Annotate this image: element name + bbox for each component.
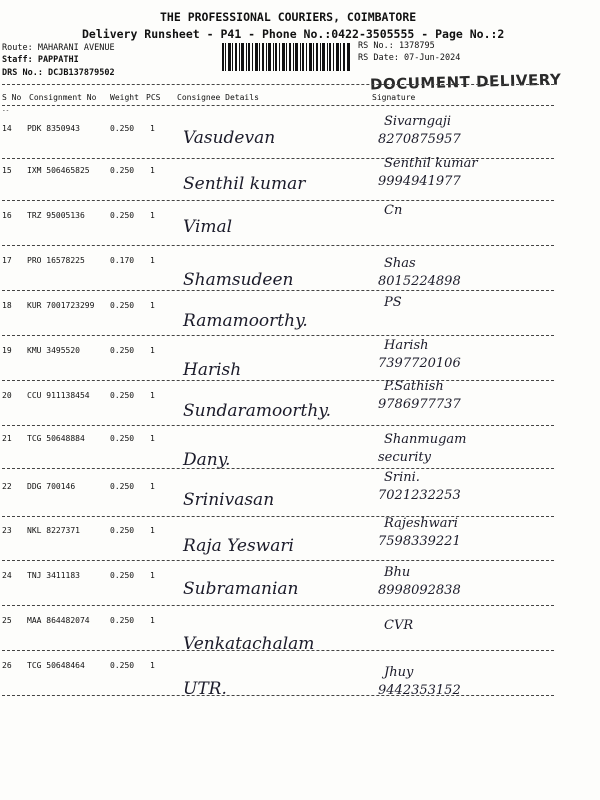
row-divider [2,695,554,696]
weight-value: 0.170 [110,256,135,265]
consignee-name: Srinivasan [183,490,275,510]
signature-phone: 9786977737 [378,397,461,412]
weight-value: 0.250 [110,661,135,670]
weight-value: 0.250 [110,434,135,443]
table-row [0,428,560,472]
serial-number: 17 [2,256,12,265]
serial-number: 24 [2,571,12,580]
signature-phone: 8270875957 [378,132,461,147]
pieces-count: 1 [150,301,155,310]
pieces-count: 1 [150,661,155,670]
weight-value: 0.250 [110,301,135,310]
col-header-sno: S No [2,93,22,102]
table-row [0,379,560,429]
serial-number: 23 [2,526,12,535]
col-header-pcs: PCS [146,93,161,102]
header-top-rule [2,84,554,85]
col-header-consignee: Consignee Details [177,93,259,102]
row-divider [2,605,554,606]
pieces-count: 1 [150,526,155,535]
table-row [0,516,560,564]
signature-text: Cn [384,203,403,218]
consignment-number: PDK 8350943 [27,124,80,133]
signature-area [372,338,562,382]
pieces-count: 1 [150,434,155,443]
serial-number: 19 [2,346,12,355]
signature-area [372,256,562,300]
consignment-number: TCG 50648464 [27,661,85,670]
weight-value: 0.250 [110,124,135,133]
signature-phone: 7397720106 [378,356,461,371]
runsheet-title: Delivery Runsheet - P41 - Phone No.:0422-3505555 - Page No.:2 [82,27,505,41]
consignment-number: DDG 700146 [27,482,76,491]
serial-number: 25 [2,616,12,625]
consignee-name: Vasudevan [183,128,276,148]
signature-phone: 9442353152 [378,683,461,698]
drs-number: DRS No.: DCJB137879502 [2,68,115,78]
row-divider [2,425,554,426]
weight-value: 0.250 [110,166,135,175]
staff-label: Staff: PAPPATHI [2,55,79,65]
col-header-signature: Signature [372,93,416,102]
pieces-count: 1 [150,571,155,580]
weight-value: 0.250 [110,346,135,355]
consignment-number: TNJ 3411183 [27,571,80,580]
signature-area [372,565,562,609]
signature-area [372,203,562,247]
signature-text: Srini. [384,470,420,485]
consignment-number: TRZ 95005136 [27,211,85,220]
signature-area [372,114,562,158]
row-divider [2,200,554,201]
consignee-name: Harish [183,360,242,380]
weight-value: 0.250 [110,391,135,400]
signature-area [372,379,562,423]
signature-phone: security [378,450,431,465]
serial-number: 22 [2,482,12,491]
serial-number: 16 [2,211,12,220]
table-row [0,340,560,384]
signature-text: Rajeshwari [384,516,458,531]
signature-phone: 7598339221 [378,534,461,549]
row-divider [2,245,554,246]
signature-phone: 9994941977 [378,174,461,189]
col-header-weight: Weight [110,93,139,102]
consignment-number: PRO 16578225 [27,256,85,265]
pieces-count: 1 [150,482,155,491]
pieces-count: 1 [150,616,155,625]
rs-number: RS No.: 1378795 [358,41,435,51]
table-row [0,205,560,249]
col-header-consignment: Consignment No [29,93,97,102]
pieces-count: 1 [150,166,155,175]
company-title: THE PROFESSIONAL COURIERS, COIMBATORE [160,10,417,24]
serial-number: 18 [2,301,12,310]
header-bottom-rule [2,105,554,106]
signature-area [372,295,562,339]
signature-text: Harish [384,338,429,353]
signature-text: Shas [384,256,416,271]
pieces-count: 1 [150,391,155,400]
pieces-count: 1 [150,124,155,133]
signature-text: Bhu [384,565,411,580]
consignee-name: Subramanian [183,579,299,599]
header-mark: -- [2,107,10,114]
table-row [0,470,560,520]
row-divider [2,335,554,336]
document-delivery-stamp: DOCUMENT DELIVERY [369,70,562,94]
route-label: Route: MAHARANI AVENUE [2,43,115,53]
consignee-name: Venkatachalam [183,634,315,654]
consignment-number: TCG 50648884 [27,434,85,443]
table-row [0,610,560,654]
table-row [0,565,560,609]
pieces-count: 1 [150,211,155,220]
consignment-number: IXM 506465825 [27,166,90,175]
signature-text: Shanmugam [384,432,467,447]
signature-text: Senthil kumar [384,156,478,171]
serial-number: 15 [2,166,12,175]
pieces-count: 1 [150,256,155,265]
consignment-number: CCU 911138454 [27,391,90,400]
table-row [0,250,560,294]
consignee-name: Sundaramoorthy. [183,401,332,421]
weight-value: 0.250 [110,211,135,220]
table-row [0,655,560,699]
signature-phone: 8998092838 [378,583,461,598]
serial-number: 14 [2,124,12,133]
consignee-name: Shamsudeen [183,270,294,290]
consignee-name: Senthil kumar [183,174,306,194]
consignee-name: Vimal [183,217,233,237]
table-row [0,295,560,339]
consignee-name: UTR. [183,679,227,699]
pieces-count: 1 [150,346,155,355]
signature-phone: 8015224898 [378,274,461,289]
rs-date: RS Date: 07-Jun-2024 [358,53,461,63]
signature-area [372,156,562,200]
weight-value: 0.250 [110,482,135,491]
row-divider [2,290,554,291]
consignment-number: NKL 8227371 [27,526,80,535]
consignment-number: MAA 864482074 [27,616,90,625]
signature-text: PS [384,295,402,310]
table-row [0,156,560,204]
serial-number: 26 [2,661,12,670]
weight-value: 0.250 [110,571,135,580]
barcode [222,43,350,71]
weight-value: 0.250 [110,616,135,625]
signature-area [372,516,562,560]
weight-value: 0.250 [110,526,135,535]
signature-area [372,665,562,709]
row-divider [2,468,554,469]
consignee-name: Ramamoorthy. [183,311,308,331]
consignee-name: Raja Yeswari [183,536,294,556]
consignment-number: KMU 3495520 [27,346,80,355]
signature-phone: 7021232253 [378,488,461,503]
consignee-name: Dany. [183,450,231,470]
row-divider [2,560,554,561]
signature-area [372,470,562,514]
row-divider [2,650,554,651]
signature-text: P.Sathish [384,379,444,394]
signature-text: Jhuy [384,665,414,680]
signature-text: CVR [384,618,414,633]
serial-number: 21 [2,434,12,443]
consignment-number: KUR 7001723299 [27,301,95,310]
serial-number: 20 [2,391,12,400]
signature-text: Sivarngaji [384,114,452,129]
